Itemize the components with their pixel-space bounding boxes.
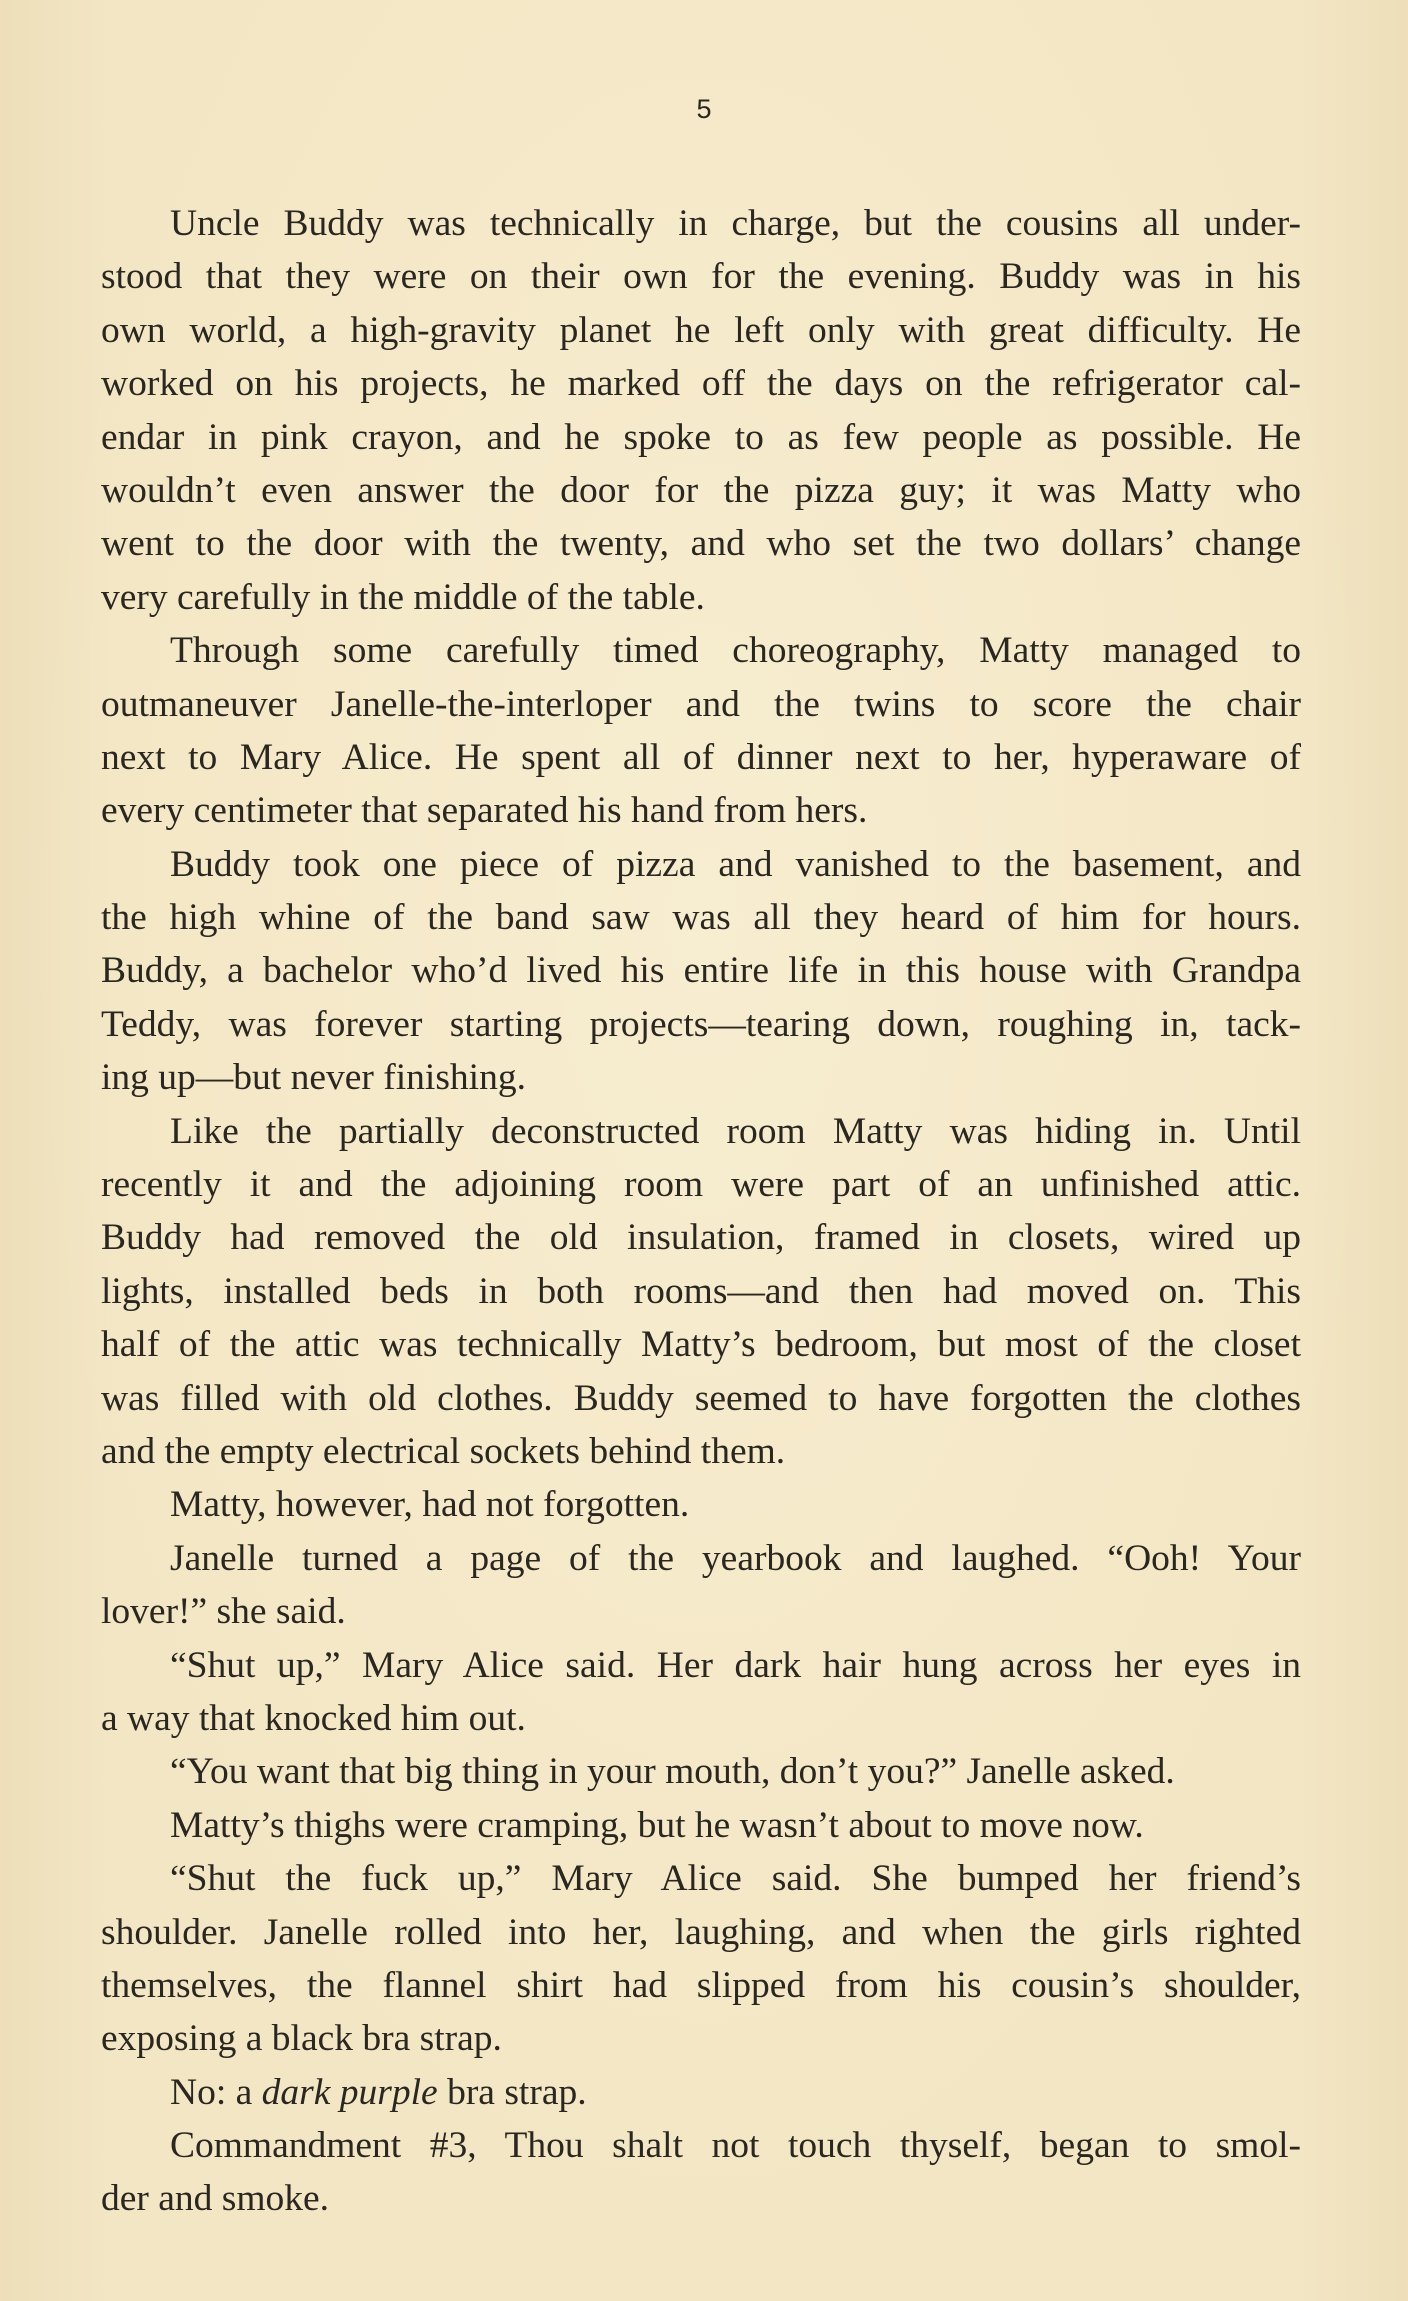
text-line: outmaneuver Janelle-the-interloper and the twins to score the chair — [101, 683, 1301, 725]
text-line: shoulder. Janelle rolled into her, laughing, and when the girls righted — [101, 1911, 1301, 1953]
text-line: Buddy took one piece of pizza and vanished to the basement, and — [170, 843, 1301, 885]
text-line: lights, installed beds in both rooms—and then had moved on. This — [101, 1270, 1301, 1312]
text-line: next to Mary Alice. He spent all of dinner next to her, hyperaware of — [101, 736, 1301, 778]
body-text — [101, 197, 1301, 2226]
text-line: Buddy had removed the old insulation, framed in closets, wired up — [101, 1217, 1301, 1259]
text-line: Like the partially deconstructed room Matty was hiding in. Until — [170, 1110, 1301, 1152]
text-line: Commandment #3, Thou shalt not touch thyself, began to smol- — [170, 2125, 1301, 2167]
page-number: 5 — [696, 94, 712, 124]
text-line: a way that knocked him out. — [101, 1697, 526, 1739]
text-line: “You want that big thing in your mouth, don’t you?” Janelle asked. — [170, 1751, 1175, 1793]
text-line: went to the door with the twenty, and who set the two dollars’ change — [101, 523, 1301, 565]
text-line: Buddy, a bachelor who’d lived his entire life in this house with Grandpa — [101, 950, 1301, 992]
text-line: stood that they were on their own for the evening. Buddy was in his — [101, 256, 1301, 298]
text-line: was filled with old clothes. Buddy seemed to have forgotten the clothes — [101, 1377, 1301, 1419]
text-line: endar in pink crayon, and he spoke to as few people as possible. He — [101, 416, 1301, 458]
text-line: “Shut up,” Mary Alice said. Her dark hair hung across her eyes in — [170, 1644, 1301, 1686]
text-line: every centimeter that separated his hand from hers. — [101, 790, 868, 832]
text-line: exposing a black bra strap. — [101, 2018, 502, 2060]
text-line: Teddy, was forever starting projects—tearing down, roughing in, tack- — [101, 1003, 1301, 1045]
text-line: “Shut the fuck up,” Mary Alice said. She bumped her friend’s — [170, 1858, 1301, 1900]
text-line: der and smoke. — [101, 2178, 330, 2220]
text-line: Uncle Buddy was technically in charge, but the cousins all under- — [170, 203, 1301, 244]
text-line: recently it and the adjoining room were part of an unfinished attic. — [101, 1164, 1301, 1206]
text-line: Janelle turned a page of the yearbook and laughed. “Ooh! Your — [170, 1537, 1301, 1579]
text-line: lover!” she said. — [101, 1591, 346, 1633]
text-line: wouldn’t even answer the door for the pizza guy; it was Matty who — [101, 469, 1301, 511]
text-line: ing up—but never finishing. — [101, 1057, 526, 1099]
text-line: No: a dark purple bra strap. — [170, 2071, 587, 2113]
text-line: Through some carefully timed choreography, Matty managed to — [170, 630, 1301, 672]
text-line: Matty’s thighs were cramping, but he wasn’t about to move now. — [170, 1804, 1144, 1846]
text-line: worked on his projects, he marked off the days on the refrigerator cal- — [101, 363, 1301, 405]
text-line: own world, a high-gravity planet he left only with great difficulty. He — [101, 309, 1301, 351]
text-line: and the empty electrical sockets behind them. — [101, 1430, 786, 1472]
text-line: themselves, the flannel shirt had slipped from his cousin’s shoulder, — [101, 1964, 1301, 2006]
text-line: very carefully in the middle of the table. — [101, 576, 705, 618]
text-line: half of the attic was technically Matty’s bedroom, but most of the closet — [101, 1324, 1301, 1366]
text-line: Matty, however, had not forgotten. — [170, 1484, 690, 1526]
text-line: the high whine of the band saw was all they heard of him for hours. — [101, 897, 1301, 939]
